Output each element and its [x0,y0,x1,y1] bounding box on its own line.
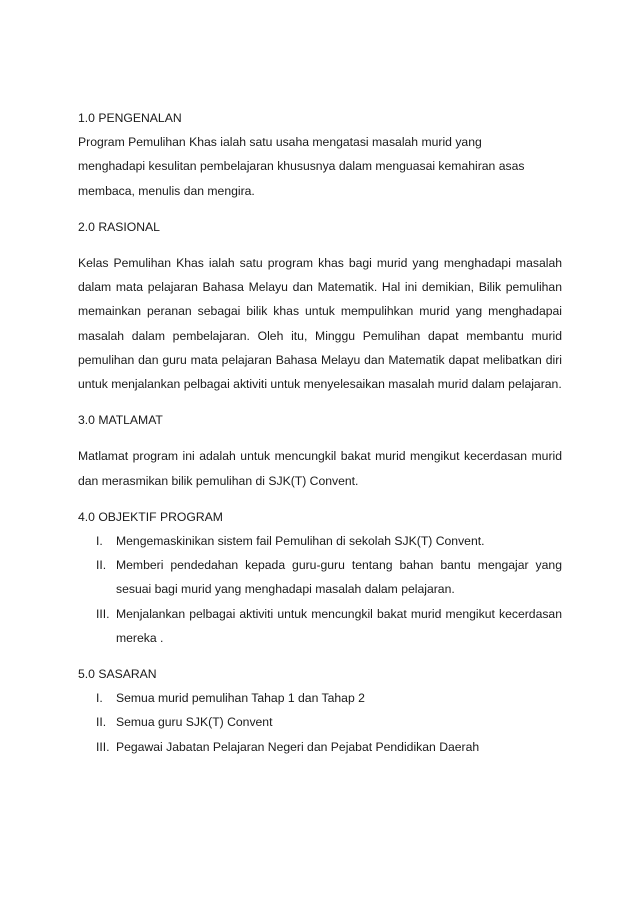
pengenalan-line: membaca, menulis dan mengira. [78,183,255,198]
section-heading-matlamat: 3.0 MATLAMAT [78,413,163,428]
list-item [78,710,562,734]
rasional-paragraph: Kelas Pemulihan Khas ialah satu program khas bagi murid yang menghadapi masalah dalam mata pelajaran Bahasa Melayu dan Matematik. Hal ini demikian, Bilik pemulihan memainkan peranan sebagai bilik khas untuk mempulihkan murid yang menghadapai masalah dalam pembelajaran. Oleh itu, Minggu Pemulihan dapat membantu murid pemulihan dan guru mata pelajaran Bahasa Melayu dan Matematik dapat melibatkan diri untuk menjalankan pelbagai aktiviti untuk menyelesaikan masalah murid dalam pelajaran. [78,256,562,392]
list-number: II. [96,558,107,573]
list-item [78,686,562,710]
pengenalan-line: Program Pemulihan Khas ialah satu usaha mengatasi masalah murid yang [78,135,482,150]
objektif-list [78,529,562,650]
section-heading-rasional: 2.0 RASIONAL [78,219,160,234]
list-number: III. [96,606,110,621]
document-body [78,106,562,759]
list-item-text: Semua guru SJK(T) Convent [116,715,273,730]
list-item-text: Mengemaskinikan sistem fail Pemulihan di sekolah SJK(T) Convent. [116,534,485,549]
pengenalan-paragraph [78,130,562,203]
pengenalan-line: menghadapi kesulitan pembelajaran khususnya dalam menguasai kemahiran asas [78,159,525,174]
list-number: II. [96,715,107,730]
list-number: I. [96,534,103,549]
section-heading-objektif: 4.0 OBJEKTIF PROGRAM [78,509,223,524]
list-item [78,529,562,553]
list-number: III. [96,739,110,754]
matlamat-paragraph: Matlamat program ini adalah untuk mencungkil bakat murid mengikut kecerdasan murid dan merasmikan bilik pemulihan di SJK(T) Convent. [78,449,562,488]
sasaran-list [78,686,562,759]
list-item [78,553,562,601]
list-item-text: Pegawai Jabatan Pelajaran Negeri dan Pejabat Pendidikan Daerah [116,739,480,754]
list-item-text: Menjalankan pelbagai aktiviti untuk mencungkil bakat murid mengikut kecerdasan mereka . [116,606,562,645]
list-item-text: Memberi pendedahan kepada guru-guru tentang bahan bantu mengajar yang sesuai bagi murid yang menghadapi masalah dalam pelajaran. [116,558,562,597]
section-heading-sasaran: 5.0 SASARAN [78,667,157,682]
list-number: I. [96,691,103,706]
section-heading-pengenalan: 1.0 PENGENALAN [78,111,182,125]
list-item [78,735,562,759]
list-item-text: Semua murid pemulihan Tahap 1 dan Tahap 2 [116,691,365,706]
list-item [78,602,562,650]
